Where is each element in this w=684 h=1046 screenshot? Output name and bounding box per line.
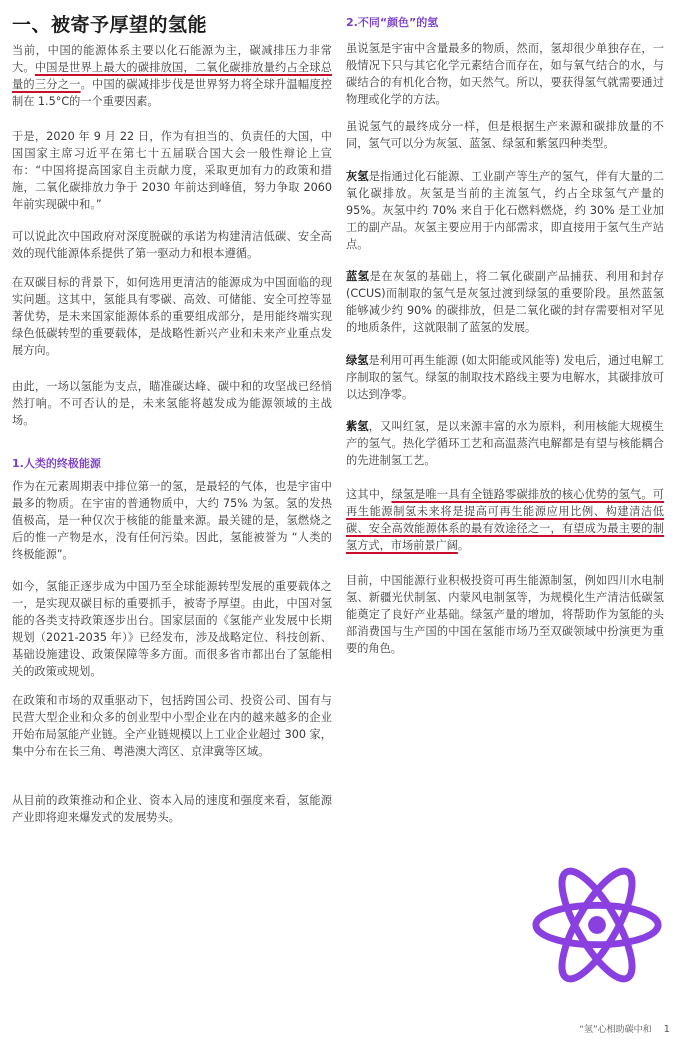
purple-hydrogen-term: 紫氢 (346, 420, 369, 433)
paragraph-hydrogen-types: 虽说氢气的最终成分一样，但是根据生产来源和碳排放量的不同，氢气可以分为灰氢、蓝氢、绿氢和紫氢四种类型。 (346, 120, 664, 150)
grey-hydrogen-term: 灰氢 (346, 170, 369, 183)
intro-text-a: 当前，中国的能源体系主要以化石能源为主，碳减排压力非常大。 (12, 44, 332, 74)
paragraph-green-advantage (346, 486, 664, 554)
paragraph-intro (12, 42, 332, 110)
page-title: 一、被寄予厚望的氢能 (12, 14, 208, 36)
paragraph-announcement: 于是，2020 年 9 月 22 日，作为有担当的、负责任的大国，中国国家主席习近平在第七十五届联合国大会一般性辩论上宣布：“中国将提高国家自主贡献力度，采取更加有力的政策和措施，二氧化碳排放力争于 2030 年前达到峰值，努力争取 2060 年前实现碳中和。” (12, 130, 332, 211)
paragraph-battle: 由此，一场以氢能为支点，瞄准碳达峰、碳中和的攻坚战已经悄然打响。不可否认的是，未来氢能将越发成为能源领域的主战场。 (12, 380, 332, 427)
atom-icon (528, 856, 666, 994)
green-advantage-end: 。 (457, 539, 470, 552)
paragraph-purple-hydrogen (346, 418, 664, 469)
paragraph-blue-hydrogen (346, 268, 664, 336)
section-heading-2: 2.不同“颜色”的氢 (346, 16, 439, 29)
blue-hydrogen-text: 是在灰氢的基础上，将二氧化碳副产品捕获、利用和封存(CCUS)而制取的氢气是灰氢过渡到绿氢的重要阶段。虽然蓝氢能够减少约 90% 的碳排放，但是二氧化碳的封存需要相对罕见的地质条件，这就限制了蓝氢的发展。 (346, 270, 664, 334)
page-number: 1 (663, 1024, 670, 1035)
grey-hydrogen-text: 是指通过化石能源、工业副产等生产的氢气，伴有大量的二氧化碳排放。灰氢是当前的主流氢气，约占全球氢气产量的 95%。灰氢中约 70% 来自于化石燃料燃烧，约 30% 是工业加工的副产品。灰氢主要应用于内部需求，即直接用于氢气生产站点。 (346, 170, 664, 251)
page-footer (579, 1022, 670, 1035)
paragraph-green-hydrogen (346, 352, 664, 403)
green-hydrogen-text: 是利用可再生能源 (如太阳能或风能等) 发电后，通过电解工序制取的氢气。绿氢的制取技术路线主要为电解水，其碳排放可以达到净零。 (346, 354, 664, 401)
intro-underlined: 中国是世界上最大的碳排放国，二氧化碳排放量约占全球总量的三分之一 (12, 61, 332, 91)
paragraph-commitment: 可以说此次中国政府对深度脱碳的承诺为构建清洁低碳、安全高效的现代能源体系提供了第一驱动力和根本遵循。 (12, 230, 332, 260)
footer-text: “氢”心相助碳中和 (579, 1025, 652, 1035)
paragraph-background: 在双碳目标的背景下，如何选用更清洁的能源成为中国面临的现实问题。这其中，氢能具有零碳、高效、可储能、安全可控等显著优势，是未来国家能源体系的重要组成部分，是用能终端实现绿色低碳转型的重要载体，是战略性新兴产业和未来产业重点发展方向。 (12, 276, 332, 357)
purple-hydrogen-text: ，又叫红氢，是以来源丰富的水为原料，利用核能大规模生产的氢气。热化学循环工艺和高温蒸汽电解都是有望与核能耦合的先进制氢工艺。 (346, 420, 664, 467)
green-advantage-lead: 这其中， (346, 488, 392, 501)
blue-hydrogen-term: 蓝氢 (346, 270, 370, 283)
paragraph-grey-hydrogen (346, 168, 664, 253)
paragraph-hydrogen-existence: 虽说氢是宇宙中含量最多的物质，然而，氢却很少单独存在，一般情况下只与其它化学元素结合而存在，如与氧气结合的水，与碳结合的有机化合物，如天然气。所以，要获得氢气就需要通过物理或化学的方法。 (346, 42, 664, 106)
paragraph-ultimate-energy: 作为在元素周期表中排位第一的氢，是最轻的气体，也是宇宙中最多的物质。在宇宙的普通物质中，大约 75% 为氢。氢的发热值极高，是一种仅次于核能的能量来源。最关键的是，氢燃烧之后的惟一产物是水，没有任何污染。因此，氢能被誉为 “人类的终极能源”。 (12, 480, 332, 561)
green-advantage-underlined: 绿氢是唯一具有全链路零碳排放的核心优势的氢气。可再生能源制氢未来将是提高可再生能源应用比例、构建清洁低碳、安全高效能源体系的最有效途径之一，有望成为最主要的制氢方式，市场前景广阔 (346, 488, 664, 552)
paragraph-policy: 如今，氢能正逐步成为中国乃至全球能源转型发展的重要载体之一，是实现双碳目标的重要抓手，被寄予厚望。由此，中国对氢能的各类支持政策逐步出台。国家层面的《氢能产业发展中长期规划（2021-2035 年）》已经发布，涉及战略定位、科技创新、基础设施建设、政策保障等多方面。而很多省市都出台了氢能相关的政策或规划。 (12, 580, 332, 678)
green-hydrogen-term: 绿氢 (346, 354, 369, 367)
paragraph-market: 在政策和市场的双重驱动下，包括跨国公司、投资公司、国有与民营大型企业和众多的创业型中小型企业在内的越来越多的企业开始布局氢能产业链。全产业链规模以上工业企业超过 300 家，集中分布在长三角、粤港澳大湾区、京津冀等区域。 (12, 694, 332, 758)
intro-text-b: 。中国的碳减排步伐是世界努力将全球升温幅度控制在 1.5°C的一个重要因素。 (12, 78, 332, 108)
section-heading-1: 1.人类的终极能源 (12, 457, 101, 470)
paragraph-outlook: 从目前的政策推动和企业、资本入局的速度和强度来看，氢能源产业即将迎来爆发式的发展势头。 (12, 794, 332, 824)
paragraph-china-investment: 目前，中国能源行业积极投资可再生能源制氢，例如四川水电制氢、新疆光伏制氢、内蒙风电制氢等，为规模化生产清洁低碳氢能奠定了良好产业基础。绿氢产量的增加，将帮助作为氢能的头部消费国与生产国的中国在氢能市场乃至双碳领域中扮演更为重要的角色。 (346, 574, 664, 655)
